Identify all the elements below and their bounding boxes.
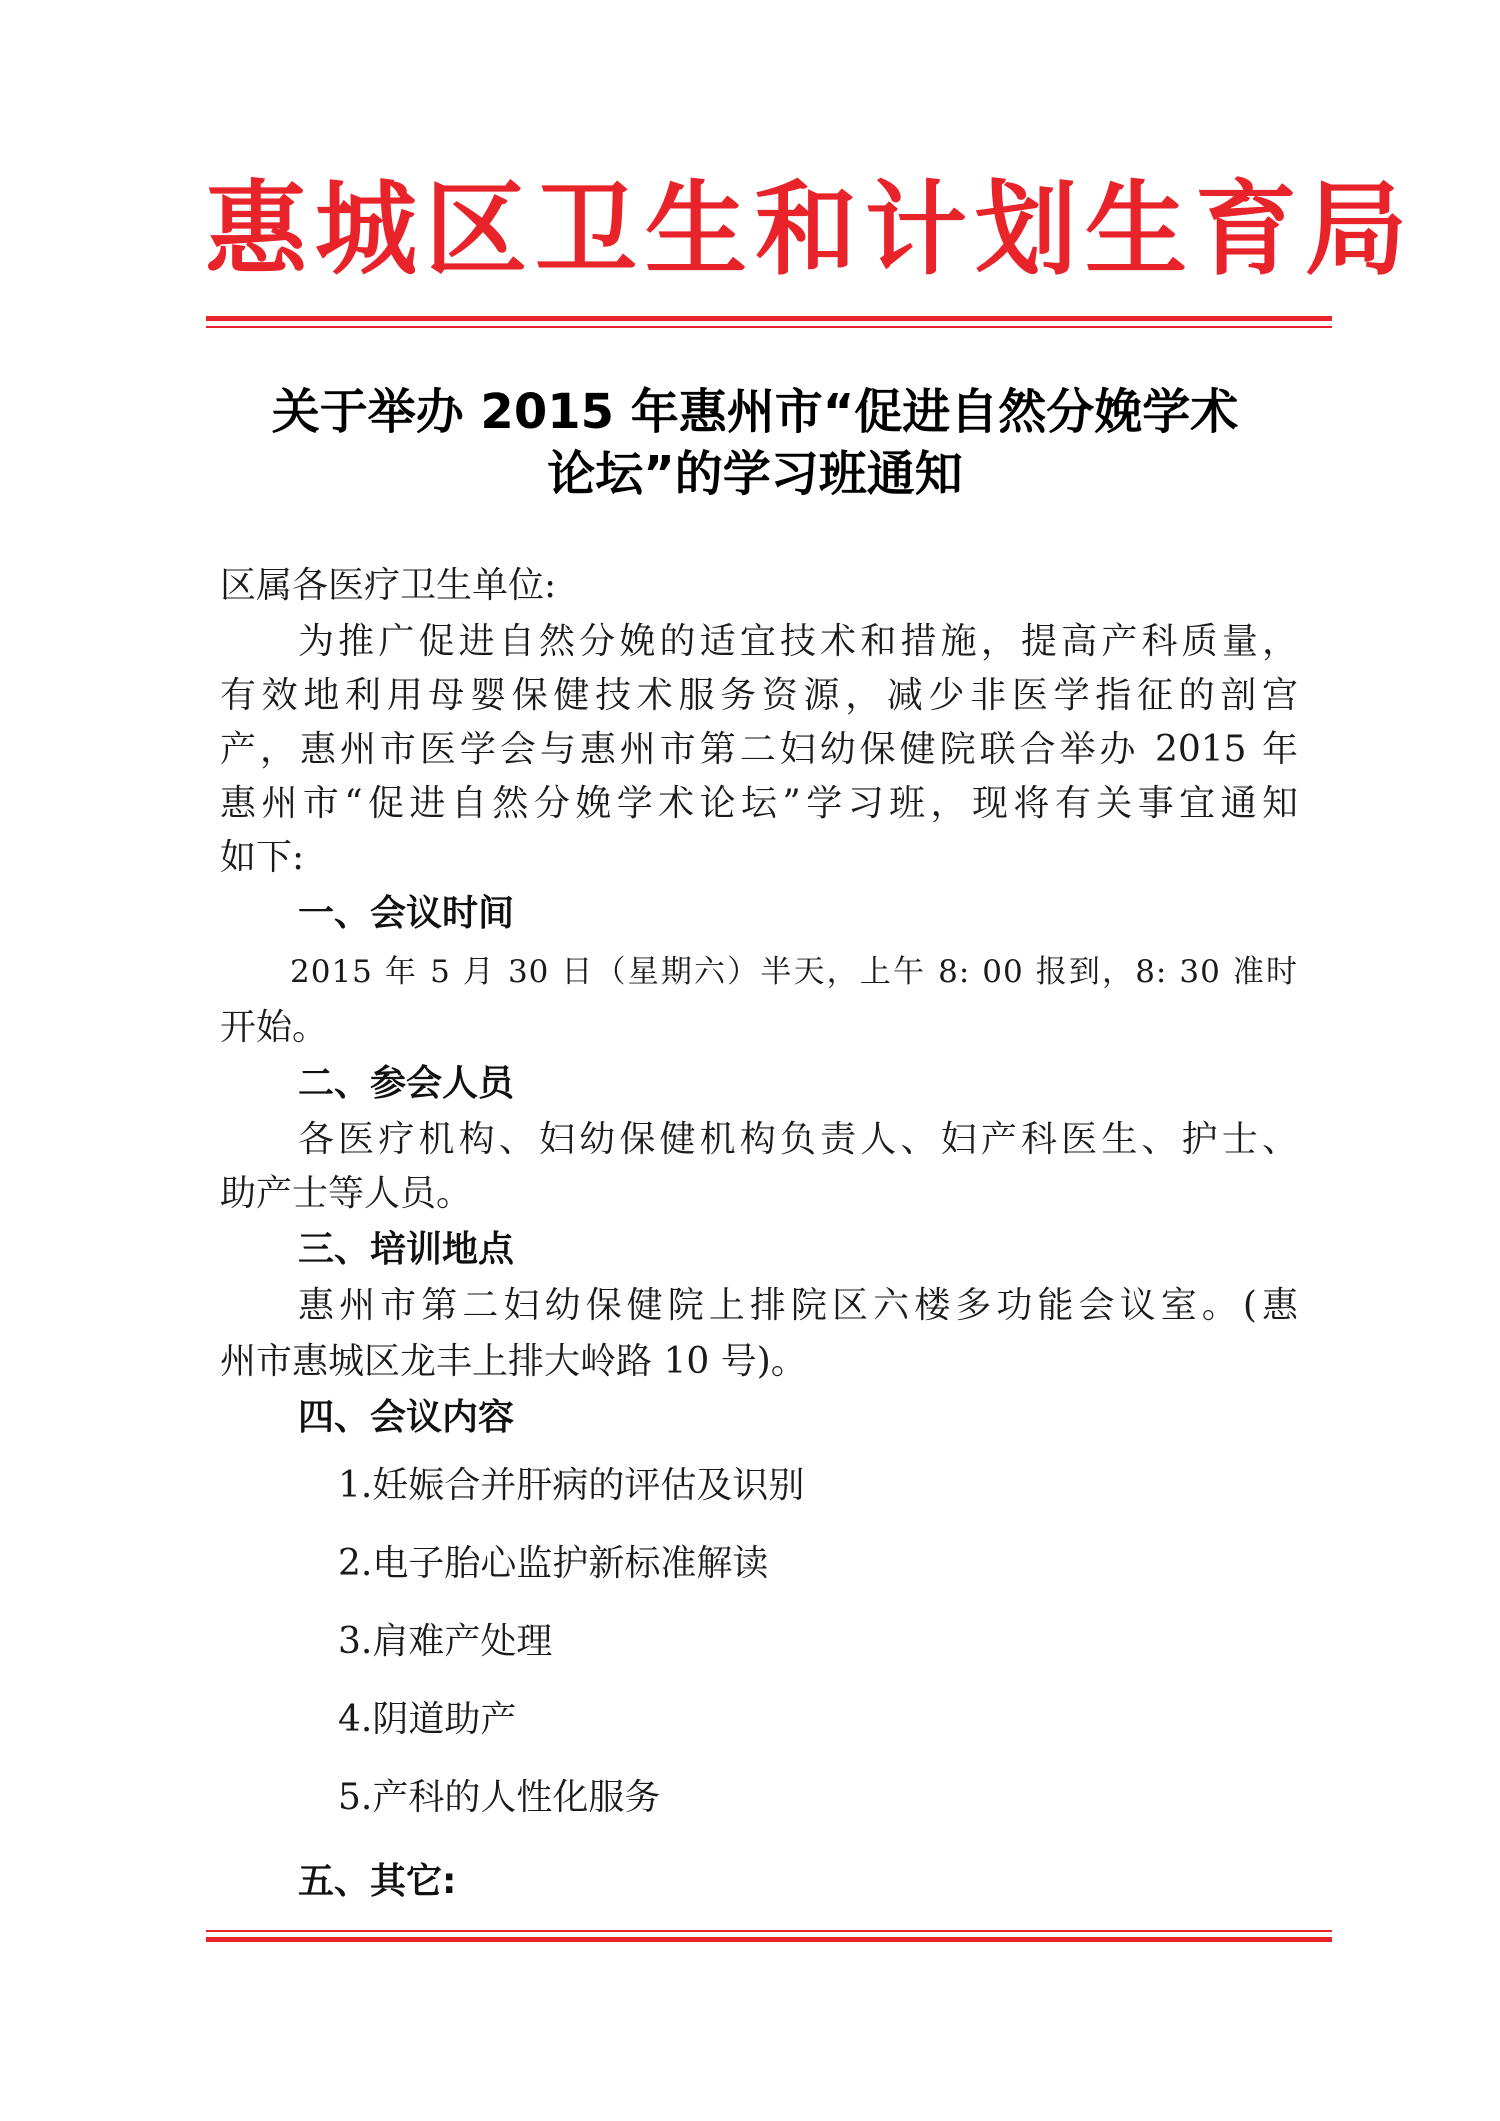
masthead-rule-thick [206,316,1332,321]
section-heading-content: 四、会议内容 [298,1397,515,1438]
location-detail-line: 州市惠城区龙丰上排大岭路 10 号)。 [220,1341,807,1382]
location-detail-line: 惠州市第二妇幼保健院上排院区六楼多功能会议室。(惠 [298,1285,1298,1326]
masthead-rule-thin [206,326,1332,328]
time-detail-line: 2015 年 5 月 30 日（星期六）半天，上午 8: 00 报到，8: 30 准时 [290,954,1298,990]
intro-line: 为推广促进自然分娩的适宜技术和措施，提高产科质量， [298,621,1298,662]
section-heading-time: 一、会议时间 [298,893,515,934]
content-list-item: 4.阴道助产 [338,1699,517,1740]
content-list-item: 3.肩难产处理 [338,1621,553,1662]
section-heading-other: 五、其它: [298,1861,457,1902]
intro-line: 有效地利用母婴保健技术服务资源，减少非医学指征的剖宫 [220,675,1298,716]
content-list-item: 2.电子胎心监护新标准解读 [338,1543,769,1584]
attendees-detail-line: 各医疗机构、妇幼保健机构负责人、妇产科医生、护士、 [298,1119,1298,1160]
footer-rule-thick [206,1937,1332,1942]
time-detail-line: 开始。 [220,1007,329,1048]
footer-rule-thin [206,1930,1332,1932]
content-list-item: 1.妊娠合并肝病的评估及识别 [338,1465,805,1506]
intro-line: 产，惠州市医学会与惠州市第二妇幼保健院联合举办 2015 年 [220,729,1298,770]
notice-title-line-2: 论坛”的学习班通知 [547,446,963,502]
salutation: 区属各医疗卫生单位: [220,565,557,606]
attendees-detail-line: 助产士等人员。 [220,1173,473,1214]
content-list-item: 5.产科的人性化服务 [338,1777,661,1818]
section-heading-location: 三、培训地点 [298,1229,515,1270]
notice-title-line-1: 关于举办 2015 年惠州市“促进自然分娩学术 [271,384,1239,440]
masthead-org-name: 惠城区卫生和计划生育局 [205,170,1415,290]
section-heading-attendees: 二、参会人员 [298,1063,515,1104]
intro-line: 惠州市“促进自然分娩学术论坛”学习班，现将有关事宜通知 [220,783,1298,824]
intro-line: 如下: [220,837,305,878]
